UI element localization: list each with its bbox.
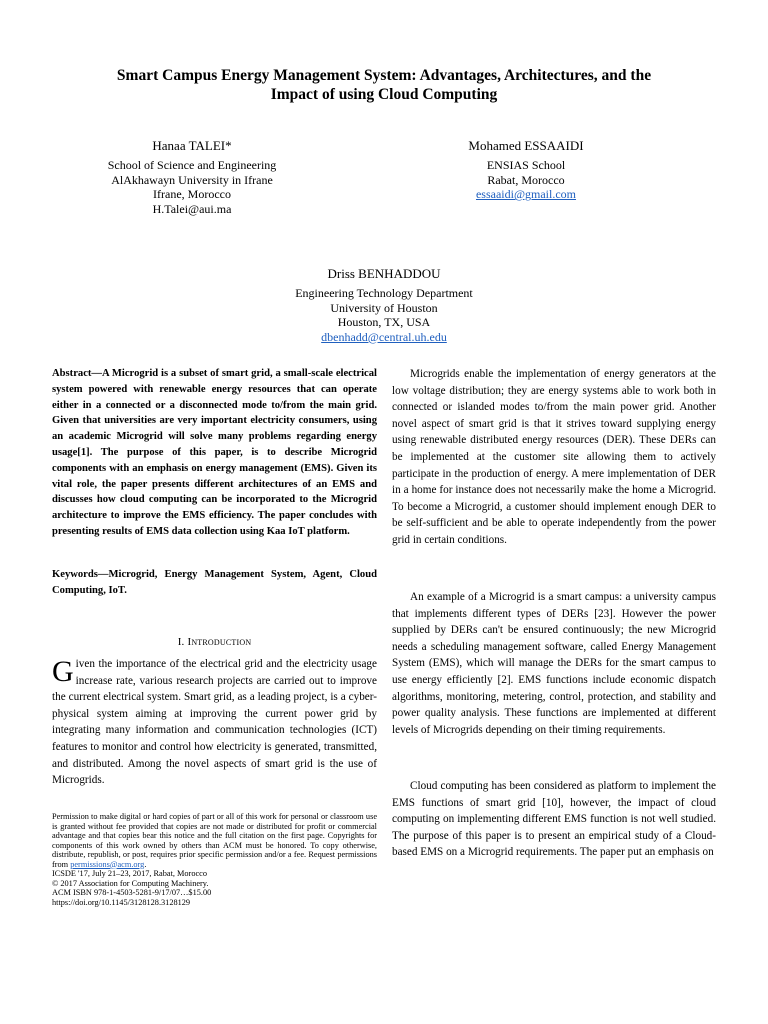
copyright-line: © 2017 Association for Computing Machinery. xyxy=(52,878,209,888)
author-location: Houston, TX, USA xyxy=(337,315,431,330)
author-affiliation: School of Science and Engineering xyxy=(107,158,277,172)
author-block-benhaddou xyxy=(234,266,534,344)
keywords xyxy=(52,567,377,599)
abstract-text: Abstract—A Microgrid is a subset of smart grid, a small-scale electrical system powered with renewable energy resources that can operate either in a connected or a disconnected mode to/from the main grid. Given that universities are very important electricity consumers, using an academic Microgrid will solve many problems regarding energy usage[1]. The purpose of this paper, is to describe Microgrid components with an emphasis on energy management (EMS). Given its vital role, the paper presents different architectures of an EMS and discusses how cloud computing can be incorporated to the Microgrid architecture to improve the EMS efficiency. The paper concludes with presenting results of EMS data collection using Kaa IoT platform. xyxy=(52,368,377,537)
abstract xyxy=(52,366,377,540)
keywords-text: Keywords—Microgrid, Energy Management System, Agent, Cloud Computing, IoT. xyxy=(52,569,377,596)
permissions-email-link[interactable]: permissions@acm.org xyxy=(70,859,145,869)
paper-title-line-2: Impact of using Cloud Computing xyxy=(270,86,498,103)
author-block-talei xyxy=(62,138,322,216)
author-location: Rabat, Morocco xyxy=(487,172,565,187)
paper-title-line-1: Smart Campus Energy Management System: Advantages, Architectures, and the xyxy=(116,67,652,84)
section-number: I. xyxy=(177,636,185,648)
author-email-text: H.Talei@aui.ma xyxy=(152,201,232,216)
author-affiliation: Engineering Technology Department xyxy=(295,286,473,300)
introduction-paragraph xyxy=(52,656,377,789)
copyright-footnote: Permission to make digital or hard copies of part or all of this work for personal or classroom use is granted without fee provided that copies are not made or distributed for profit or commercial advantage and that copies bear this notice and the full citation on the first page. Copyrights for components of this work owned by others than ACM must be honored. To copy otherwise, distribute, republish, or post, requires prior specific permission and/or a fee. Request permissions from permissions@acm.org. ICSDE '17, July 21–23, 2017, Rabat, Morocco © 2017 Association for Computing Machinery. ACM ISBN 978-1-4503-5281-9/17/07…$15.00 https://doi.org/10.1145/3128128.3128129 xyxy=(52,812,377,907)
author-email-link[interactable]: dbenhadd@central.uh.edu xyxy=(321,329,447,344)
author-block-essaaidi xyxy=(396,138,656,202)
author-name: Mohamed ESSAAIDI xyxy=(468,138,584,153)
doi-line: https://doi.org/10.1145/3128128.3128129 xyxy=(52,897,191,907)
author-email-link[interactable]: essaaidi@gmail.com xyxy=(475,187,577,202)
author-location: Ifrane, Morocco xyxy=(153,187,231,202)
body-paragraph: Cloud computing has been considered as platform to implement the EMS functions of smart grid [10], however, the impact of cloud computing on implementing different EMS function is not well studied. The purpose of this paper is to present an empirical study of a Cloud-based EMS on a Microgrid requirements. The paper put an emphasis on xyxy=(392,780,716,859)
author-affiliation: AlAkhawayn University in Ifrane xyxy=(111,172,273,187)
intro-text: iven the importance of the electrical grid and the electricity usage increase rate, various research projects are carried out to improve the current electrical system. Smart grid, as a leading project, is a cyber-physical system aiming at improving the current power grid by integrating many information and communication technologies (ICT) features to monitor and control how electricity is generated, transmitted, and distributed. Among the novel aspects of smart grid is the use of Microgrids. xyxy=(52,658,377,787)
conference-info: ICSDE '17, July 21–23, 2017, Rabat, Morocco xyxy=(52,869,207,878)
author-name: Hanaa TALEI* xyxy=(152,138,232,153)
paper-title xyxy=(40,66,728,104)
footnote-permission-text: Permission to make digital or hard copies of part or all of this work for personal or classroom use is granted without fee provided that copies are not made or distributed for profit or commercial advantage and that copies bear this notice and the full citation on the first page. Copyrights for components of this work owned by others than ACM must be honored. To copy otherwise, distribute, republish, or post, requires prior specific permission and/or a fee. Request permissions from xyxy=(52,812,377,869)
author-affiliation: ENSIAS School xyxy=(486,158,566,172)
isbn-line: ACM ISBN 978-1-4503-5281-9/17/07…$15.00 xyxy=(52,888,212,897)
author-name: Driss BENHADDOU xyxy=(327,266,441,281)
section-title: Introduction xyxy=(187,636,252,648)
drop-cap: G xyxy=(52,655,74,688)
section-heading-introduction xyxy=(52,636,377,648)
body-paragraph: An example of a Microgrid is a smart campus: a university campus that implements different types of DERs [23]. However the power supplied by DERs can't be ensured continuously; the new Microgrid needs a scheduling management software, called Energy Management System (EMS), which will manage the DERs for the smart campus to use energy efficiently [2]. EMS functions include economic dispatch algorithms, monitoring, metering, control, protection, and stability and power quality analysis. These functions are implemented at different levels of Microgrids depending on their timing requirements. xyxy=(392,591,716,736)
author-affiliation: University of Houston xyxy=(330,300,438,315)
body-paragraph: Microgrids enable the implementation of energy generators at the low voltage distribution; they are energy systems able to work both in connected or islanded modes to/from the main power grid. Another novel aspect of smart grid is that it strives toward supplying energy using renewable distributed energy resources (DER). These DERs can be implemented at the customer site allowing them to actively participate in the production of energy. A mere implementation of DER in a home for instance does not necessarily make the home a Microgrid. To become a Microgrid, a customer should implement enough DER to be self-sufficient and be able to operate independently from the power grid in certain conditions. xyxy=(392,368,716,546)
